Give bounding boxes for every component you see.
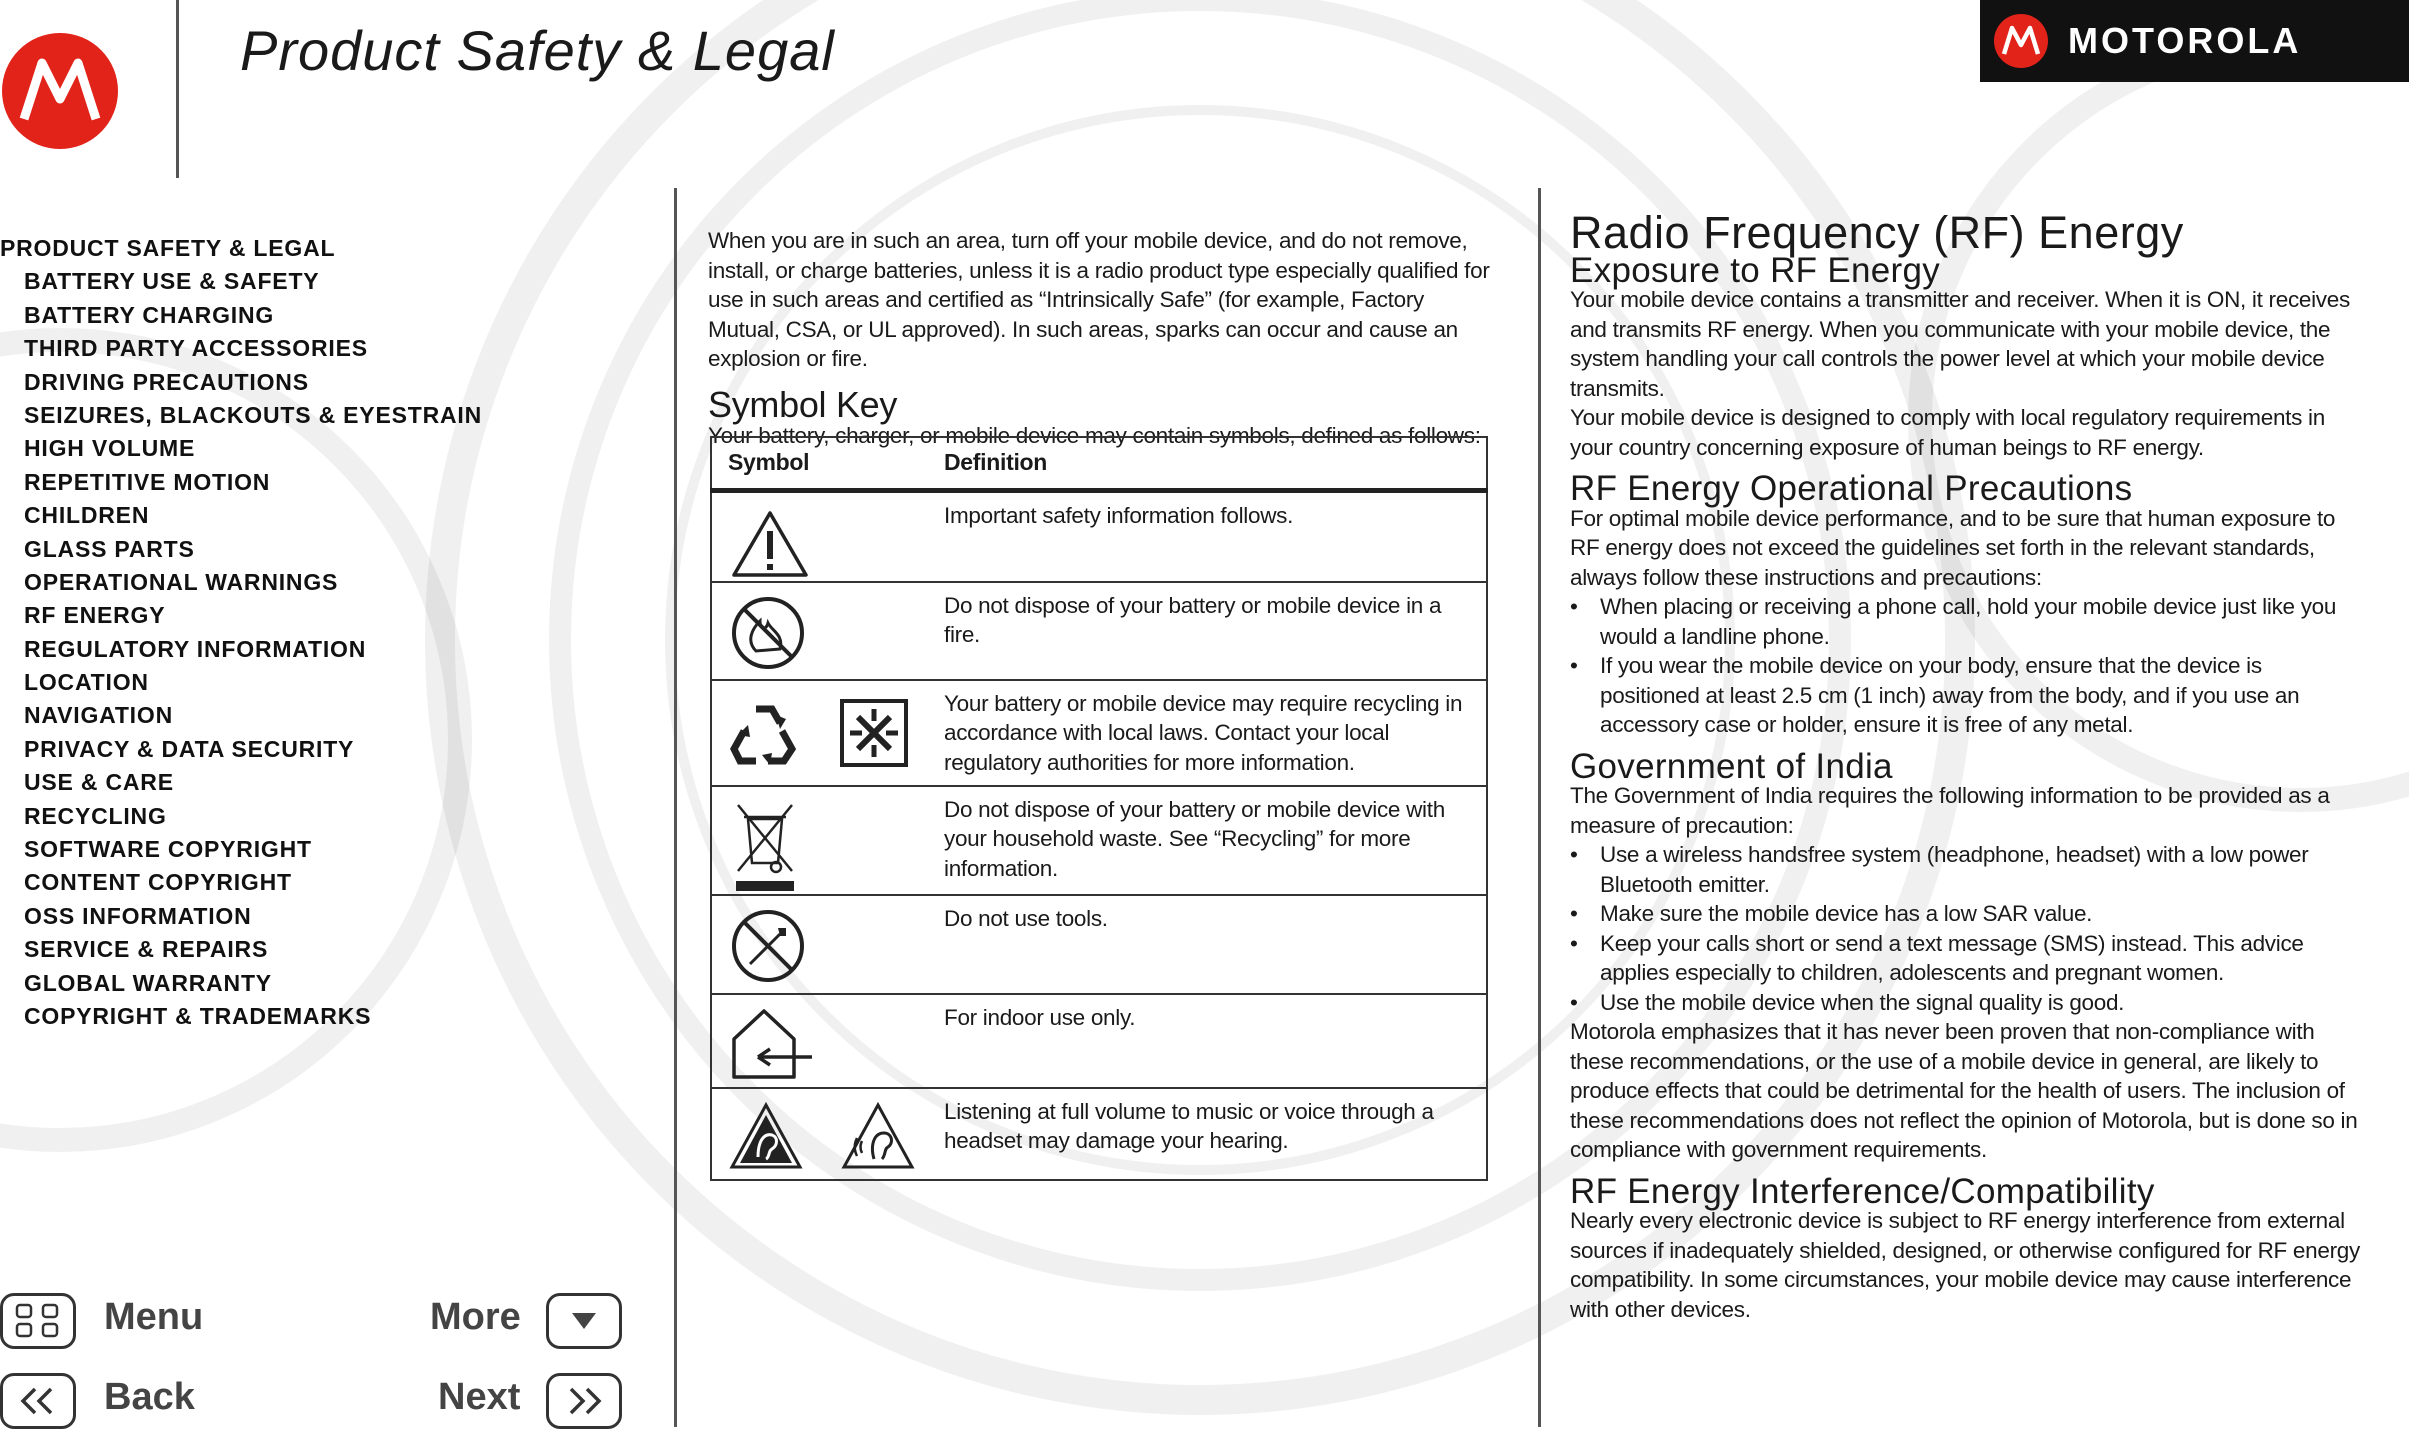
intro-paragraph: When you are in such an area, turn off your mobile device, and do not remove, install, or charge batteries, unless it is a radio product type especially qualified for use in such areas and certified as “Intrinsically Safe” (for example, Factory Mutual, CSA, or UL approved). In such areas, sparks can occur and cause an explosion or fire. [708,228,1490,371]
next-button[interactable] [546,1373,622,1429]
table-row [711,491,1487,582]
symbol-table [710,436,1488,1181]
more-button[interactable] [546,1293,622,1349]
nav-item-glass-parts[interactable]: GLASS PARTS [24,535,195,562]
symbol-key-heading: Symbol Key [708,383,898,425]
table-row [711,895,1487,994]
no-tools-icon [728,906,808,986]
list-item: • Use a wireless handsfree system (headphone, headset) with a low power Bluetooth emitter. [1570,840,2360,899]
next-label[interactable]: Next [438,1376,521,1418]
nav-item-battery-charging[interactable]: BATTERY CHARGING [24,301,275,328]
back-button[interactable] [0,1373,76,1429]
table-row [711,786,1487,895]
right-column [1570,207,2360,1324]
list-item: • Make sure the mobile device has a low SAR value. [1570,899,2360,929]
menu-grid-icon [3,1296,73,1346]
col-definition-header: Definition [944,437,1487,491]
nav-item-high-volume[interactable]: HIGH VOLUME [24,435,196,462]
ear-icon [840,1101,916,1171]
nav-item-third-party-accessories[interactable]: THIRD PARTY ACCESSORIES [24,335,368,362]
page-title: Product Safety & Legal [240,19,835,82]
nav-item-oss-information[interactable]: OSS INFORMATION [24,902,252,929]
menu-button[interactable] [0,1293,76,1349]
nav-item-battery-use-safety[interactable]: BATTERY USE & SAFETY [24,268,320,295]
operational-precautions-heading: RF Energy Operational Precautions [1570,469,2133,508]
motorola-batwing-icon [2,33,118,149]
nav-item-navigation[interactable]: NAVIGATION [24,702,173,729]
col-symbol-header: Symbol [711,437,944,491]
nav-item-children[interactable]: CHILDREN [24,502,150,529]
brand-bar [1980,0,2409,82]
left-column-divider [674,188,677,1427]
definition-cell: Listening at full volume to music or voice through a headset may damage your hearing. [944,1088,1487,1180]
list-item: • If you wear the mobile device on your body, ensure that the device is positioned at least 2.5 cm (1 inch) away from the body, and if you use an accessory case or holder, ensure it is free of any metal. [1570,651,2360,740]
definition-cell: Important safety information follows. [944,491,1487,582]
interference-heading: RF Energy Interference/Compatibility [1570,1171,2155,1211]
menu-label[interactable]: Menu [104,1296,204,1338]
definition-cell: Do not dispose of your battery or mobile device with your household waste. See “Recycling” for more information. [944,786,1487,895]
operational-precautions-intro: For optimal mobile device performance, and to be sure that human exposure to RF energy does not exceed the guidelines set forth in the relevant standards, always follow these instructions and precautions: [1570,505,2336,590]
exposure-paragraph-2: Your mobile device is designed to comply with local regulatory requirements in your country concerning exposure of human beings to RF energy. [1570,405,2325,460]
bottom-nav [0,1280,640,1427]
definition-cell: Your battery or mobile device may require recycling in accordance with local laws. Contact your local regulatory authorities for more information. [944,680,1487,786]
nav-item-product-safety-legal[interactable]: PRODUCT SAFETY & LEGAL [0,235,336,261]
list-item: • Use the mobile device when the signal quality is good. [1570,988,2360,1018]
motorola-small-logo-icon [1994,14,2048,68]
warning-triangle-icon [730,509,810,579]
sidebar-nav [0,232,660,1033]
nav-item-rf-energy[interactable]: RF ENERGY [24,602,166,629]
interference-paragraph: Nearly every electronic device is subject to RF energy interference from external sources if inadequately shielded, designed, or otherwise configured for RF energy compatibility. In some circumstances, your mobile device may cause interference with other devices. [1570,1208,2360,1322]
exposure-heading: Exposure to RF Energy [1570,250,1941,290]
nav-item-driving-precautions[interactable]: DRIVING PRECAUTIONS [24,368,309,395]
nav-item-location[interactable]: LOCATION [24,669,149,696]
hearing-warning-icon [728,1101,804,1171]
battery-recycle-icon [838,697,910,769]
nav-item-use-care[interactable]: USE & CARE [24,769,174,796]
symbol-key-intro: Your battery, charger, or mobile device may contain symbols, defined as follows: [708,423,1481,448]
double-chevron-left-icon [3,1376,73,1426]
chevron-down-icon [549,1296,619,1346]
middle-column [708,226,1500,451]
table-row [711,582,1487,680]
table-row [711,680,1487,786]
brand-name: MOTOROLA [2068,20,2302,61]
nav-item-privacy-data-security[interactable]: PRIVACY & DATA SECURITY [24,735,355,762]
double-chevron-right-icon [549,1376,619,1426]
nav-item-global-warranty[interactable]: GLOBAL WARRANTY [24,969,272,996]
back-label[interactable]: Back [104,1376,195,1418]
crossed-bin-icon [730,797,800,893]
nav-item-copyright-trademarks[interactable]: COPYRIGHT & TRADEMARKS [24,1002,372,1029]
more-label[interactable]: More [430,1296,521,1338]
header-divider [176,0,179,178]
recycle-icon [726,695,806,775]
india-intro: The Government of India requires the following information to be provided as a measure of precaution: [1570,783,2330,838]
nav-item-content-copyright[interactable]: CONTENT COPYRIGHT [24,869,292,896]
definition-cell: Do not dispose of your battery or mobile device in a fire. [944,582,1487,680]
nav-item-software-copyright[interactable]: SOFTWARE COPYRIGHT [24,836,312,863]
list-item: • When placing or receiving a phone call, hold your mobile device just like you would a landline phone. [1570,592,2360,651]
table-row [711,994,1487,1088]
nav-item-recycling[interactable]: RECYCLING [24,802,167,829]
nav-item-operational-warnings[interactable]: OPERATIONAL WARNINGS [24,568,339,595]
motorola-logo[interactable] [2,33,118,149]
nav-item-repetitive-motion[interactable]: REPETITIVE MOTION [24,468,271,495]
list-item: • Keep your calls short or send a text message (SMS) instead. This advice applies especially to children, adolescents and pregnant women. [1570,929,2360,988]
nav-item-regulatory-information[interactable]: REGULATORY INFORMATION [24,635,367,662]
indoor-house-icon [728,1005,818,1085]
table-header-row [711,437,1487,491]
right-column-divider [1538,188,1541,1427]
exposure-paragraph-1: Your mobile device contains a transmitter and receiver. When it is ON, it receives and transmits RF energy. When you communicate with your mobile device, the system handling your call controls the power level at which your mobile device transmits. [1570,287,2350,401]
definition-cell: Do not use tools. [944,895,1487,994]
rf-energy-heading: Radio Frequency (RF) Energy [1570,207,2184,258]
table-row [711,1088,1487,1180]
nav-item-seizures[interactable]: SEIZURES, BLACKOUTS & EYESTRAIN [24,401,483,428]
india-outro: Motorola emphasizes that it has never been proven that non-compliance with these recommendations, or the use of a mobile device in general, are likely to produce effects that could be detrimental for the health of users. The inclusion of these recommendations does not reflect the opinion of Motorola, but is done so in compliance with government requirements. [1570,1019,2358,1162]
definition-cell: For indoor use only. [944,994,1487,1088]
government-of-india-heading: Government of India [1570,746,1893,786]
nav-item-service-repairs[interactable]: SERVICE & REPAIRS [24,936,269,963]
no-fire-icon [728,593,808,673]
